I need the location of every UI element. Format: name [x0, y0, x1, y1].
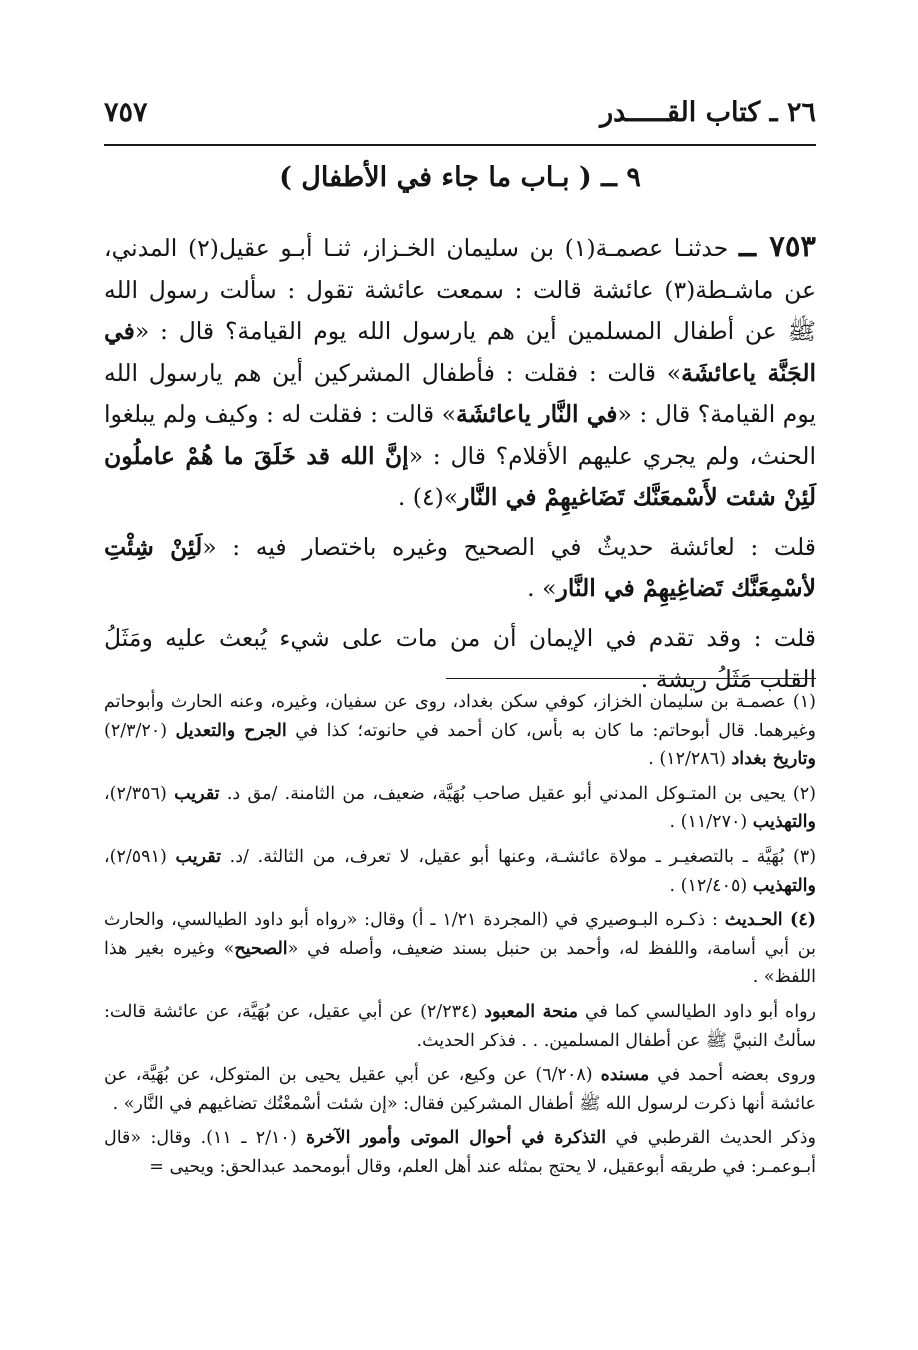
page-number: ٧٥٧: [104, 96, 148, 128]
hadith-text: حدثنـا عصمـة(١) بن سليمان الخـزاز، ثنـا أبـو عقيل(٢) المدني، عن ماشـطة(٣) عائشة قالت : سمعت عائشة تقول : سألت رسول الله ﷺ عن أطفال المسلمين أين هم يارسول الله يوم القيامة؟ قال : «: [104, 234, 816, 345]
footnote-para-5-source: منحة المعبود: [484, 1001, 578, 1022]
footnote-1-source-1: الجرح والتعديل: [175, 720, 287, 741]
commentary-1-text: قلت : لعائشة حديثٌ في الصحيح وغيره باختصار فيه : «: [202, 532, 816, 561]
footnote-para-7-rest: (٢/١٠ ـ ١١). وقال: «قال أبـوعمـر: في طريقه أبوعقيل، لا يحتج بمثله عند أهل العلم، وقال أبومحمد عبدالحق: ويحيى =: [104, 1128, 816, 1177]
footnote-para-6: [104, 1061, 816, 1118]
hadith-quote-1: في الجَنَّة ياعائشَة: [104, 317, 817, 387]
commentary-1: [104, 527, 816, 610]
commentary-1-end: » .: [527, 574, 557, 602]
footnote-4-label: (٤) الحـديث: [724, 910, 817, 931]
footnote-4-text: : ذكـره البـوصيري في (المجردة ١/٢١ ـ أ) وقال: «رواه أبو داود الطيالسي، والحارث بن أبي أسامة، واللفظ له، وأحمد بن حنبل بسند ضعيف، وأصله في «: [104, 910, 816, 959]
footnote-2-ref-1: (٢/٣٥٦)،: [104, 783, 175, 804]
footnote-2-ref-2: (١١/٢٧٠) .: [669, 812, 753, 833]
footnote-para-5-text: رواه أبو داود الطيالسي كما في: [577, 1001, 816, 1022]
footnote-2-text: (٢) يحيى بن المتـوكل المدني أبو عقيل صاحب بُهَيَّة، ضعيف، من الثامنة. /مق د.: [219, 783, 816, 804]
hadith-text-4: »(٤) .: [397, 483, 459, 511]
footnote-2: [104, 780, 816, 837]
commentary-2: قلت : وقد تقدم في الإيمان أن من مات على شيء يُبعث عليه ومَثَلُ القلب مَثَلُ ريشة .: [104, 623, 816, 693]
footnote-3-source-2: والتهذيب: [752, 875, 816, 896]
footnote-para-6-text: وروى بعضه أحمد في: [649, 1065, 817, 1086]
section-heading: ٩ ــ ( بـاب ما جاء في الأطفال ): [279, 162, 641, 193]
footnote-2-source-1: تقريب: [174, 783, 220, 804]
footnote-4-end: » وغيره بغير هذا اللفظ» .: [104, 938, 816, 988]
footnote-1-source-2: وتاريخ بغداد: [731, 749, 816, 770]
running-title: ٢٦ ـ كتاب القـــــدر: [600, 96, 816, 128]
footnote-3-text: (٣) بُهَيَّة ـ بالتصغيـر ـ مولاة عائشـة، وعنها أبو عقيل، لا تعرف، من الثالثة. /د.: [220, 846, 817, 867]
commentary-1-quote: لَئِنْ شِئْتِ لأسْمِعَنَّك تَضاغِيهِمْ في النَّار: [104, 532, 816, 602]
footnote-3-ref-1: (٢/٥٩١)،: [104, 846, 176, 867]
page-header: [104, 92, 816, 132]
hadith-quote-3: إنَّ الله قد خَلَقَ ما هُمْ عاملُون لَئِنْ شئت لأَسْمعَنَّك تَضَاغيهِمْ في النَّار: [104, 441, 816, 511]
footnote-1: [104, 688, 816, 774]
footnote-3: [104, 843, 816, 900]
footnote-4: [104, 906, 816, 992]
footnote-para-5: [104, 998, 816, 1055]
hadith-quote-2: في النَّار ياعائشَة: [456, 400, 618, 428]
footnote-1-text: (١) عصمـة بن سليمان الخزاز، كوفي سكن بغداد، روى عن سفيان، وغيره، وعنه الحارث وأبوحاتم وغيرهما. قال أبوحاتم: ما كان به بأس، كان أحمد في حانوته؛ كذا في: [104, 692, 816, 741]
header-rule: [104, 144, 816, 146]
footnote-2-source-2: والتهذيب: [752, 812, 816, 833]
footnotes: [104, 688, 816, 1188]
footnote-para-7-source: التذكرة في أحوال الموتى وأمور الآخرة: [306, 1128, 607, 1149]
footnote-para-7: [104, 1124, 816, 1181]
hadith-paragraph: [104, 226, 816, 519]
footnote-1-ref-1: (٢/٣/٢٠): [104, 720, 176, 741]
footnote-para-6-source: مسنده: [600, 1065, 650, 1086]
footnote-rule: [446, 678, 816, 679]
footnote-3-source-1: تقريب: [175, 846, 221, 867]
hadith-number: ٧٥٣ ــ: [738, 229, 816, 263]
main-text: [104, 226, 816, 701]
hadith-text-3: » قالت : فقلت له : وكيف ولم يبلغوا الحنث، ولم يجري عليهم الأقلام؟ قال : «: [104, 400, 816, 470]
hadith-text-2: » قالت : فقلت : فأطفال المشركين أين هم يارسول الله يوم القيامة؟ قال : «: [104, 358, 816, 428]
footnote-3-ref-2: (١٢/٤٠٥) .: [669, 875, 753, 896]
footnote-para-5-rest: (٢/٢٣٤) عن أبي عقيل، عن بُهَيَّة، عن عائشة قالت: سألتُ النبيَّ ﷺ عن أطفال المسلمين. . . فذكر الحديث.: [104, 1001, 816, 1051]
footnote-para-6-rest: (٦/٢٠٨) عن وكيع، عن أبي عقيل يحيى بن المتوكل، عن بُهَيَّة، عن عائشة أنها ذكرت لرسول الله ﷺ أطفال المشركين فقال: «إن شئت أسْمعْتُك تضاغيهم في النَّار» .: [104, 1065, 816, 1114]
footnote-4-source: الصحيح: [234, 938, 288, 959]
footnote-1-ref-2: (١٢/٢٨٦) .: [648, 749, 732, 770]
footnote-para-7-text: وذكر الحديث القرطبي في: [606, 1128, 816, 1149]
